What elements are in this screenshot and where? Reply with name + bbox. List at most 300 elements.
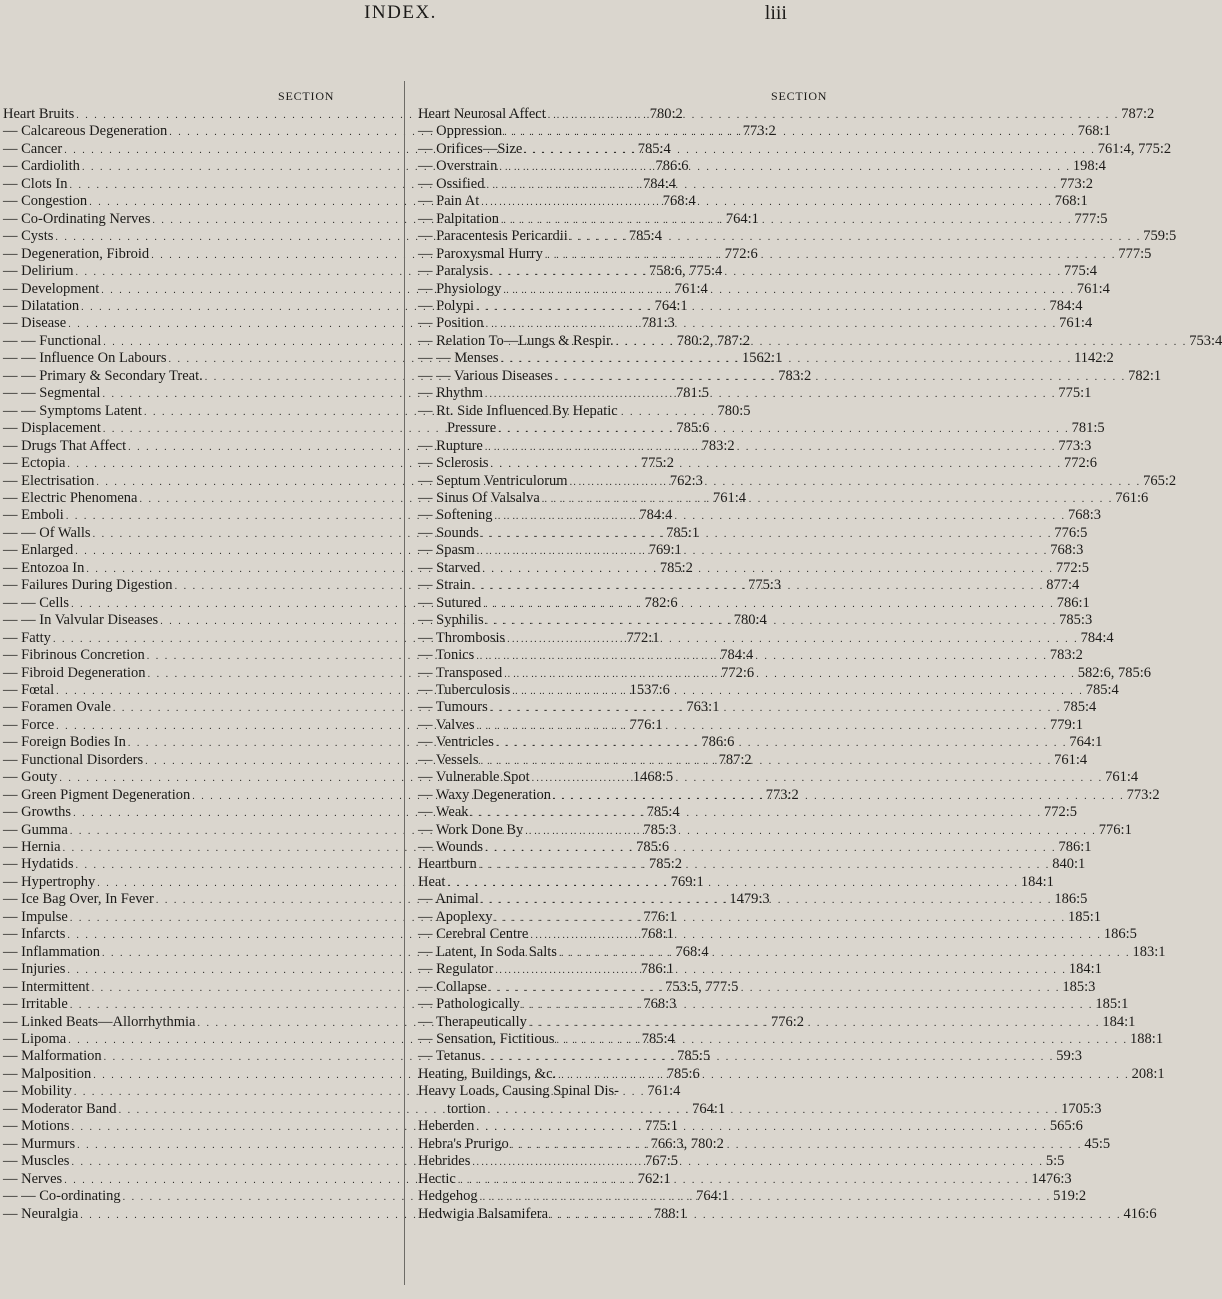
entry-section: 786:1 xyxy=(1056,594,1090,611)
entry-section: 768:3 xyxy=(1068,507,1102,524)
leader-dots xyxy=(568,473,1144,490)
entry-term: — Tetanus xyxy=(418,1048,481,1065)
entry-term: — Growths xyxy=(3,804,72,821)
page-header xyxy=(0,0,801,40)
index-entry xyxy=(418,280,1110,298)
entry-section: 785:5 xyxy=(677,1048,711,1065)
entry-section: 782:6 xyxy=(644,594,678,611)
entry-section: 761:4 xyxy=(1054,751,1088,768)
entry-term: — Ectopia xyxy=(3,455,66,472)
entry-term: — Co-Ordinating Nerves xyxy=(3,210,151,227)
entry-term: — Mobility xyxy=(3,1083,72,1100)
entry-section: 1479:3 xyxy=(729,891,770,908)
page-title: INDEX. xyxy=(364,2,437,23)
entry-term: — Rt. Side Influenced By Hepatic xyxy=(418,402,618,419)
entry-term: — Injuries xyxy=(3,961,66,978)
leader-dots xyxy=(502,123,1078,140)
entry-term: — Transposed xyxy=(418,664,503,681)
entry-term: — Sinus Of Valsalva xyxy=(418,489,540,506)
entry-section: 753:4 xyxy=(1189,332,1222,349)
entry-section: 519:2 xyxy=(1053,1188,1087,1205)
leader-dots xyxy=(478,1188,1054,1205)
index-entry xyxy=(418,786,1160,804)
index-entry xyxy=(418,297,1083,315)
entry-term: — Rupture xyxy=(418,437,483,454)
leader-dots xyxy=(481,595,1057,612)
entry-term: — Inflammation xyxy=(3,943,101,960)
entry-term: Heat xyxy=(418,873,446,890)
entry-section: 773:2 xyxy=(1059,175,1093,192)
entry-section: 772:1 xyxy=(626,629,660,646)
entry-term: — Infarcts xyxy=(3,926,66,943)
entry-section: 785:4 xyxy=(641,1031,675,1048)
entry-section: 785:4 xyxy=(628,228,662,245)
entry-term: — Animal xyxy=(418,891,479,908)
entry-section: 582:6, 785:6 xyxy=(1077,664,1152,681)
entry-term: — Physiology xyxy=(418,280,502,297)
leader-dots xyxy=(469,804,1045,821)
leader-dots xyxy=(551,787,1127,804)
entry-section: 776:1 xyxy=(629,716,663,733)
entry-section: 775:3 xyxy=(748,577,782,594)
entry-section: 784:4 xyxy=(1080,629,1114,646)
index-entry xyxy=(418,908,1102,926)
entry-term: — Calcareous Degeneration xyxy=(3,123,168,140)
entry-term: — Sensation, Fictitious xyxy=(418,1031,555,1048)
entry-section: 59:3 xyxy=(1056,1048,1083,1065)
entry-term: — — Cells xyxy=(3,594,70,611)
leader-dots xyxy=(479,752,1055,769)
leader-dots xyxy=(477,856,1053,873)
leader-dots xyxy=(493,909,1069,926)
entry-term: — Sounds xyxy=(418,524,479,541)
entry-term: — Impulse xyxy=(3,908,68,925)
entry-term: — Functional Disorders xyxy=(3,751,144,768)
entry-term: — Cysts xyxy=(3,228,54,245)
leader-dots xyxy=(546,106,1122,123)
entry-section: 786:6 xyxy=(701,734,735,751)
entry-section: 765:2 xyxy=(1143,472,1177,489)
index-entry xyxy=(418,612,1093,629)
entry-term: — Cancer xyxy=(3,140,63,157)
entry-term: — Nerves xyxy=(3,1170,63,1187)
entry-section: 761:4 xyxy=(712,489,747,506)
leader-dots xyxy=(557,944,1133,961)
entry-section: 768:3 xyxy=(1050,542,1084,559)
entry-section: 768:1 xyxy=(640,926,674,943)
entry-term: — Tumours xyxy=(418,699,488,716)
entry-section: 784:4 xyxy=(720,647,754,664)
leader-dots xyxy=(502,665,1078,682)
entry-term: — Therapeutically xyxy=(418,1013,527,1030)
index-entry xyxy=(418,804,1078,821)
entry-term: Hebrides xyxy=(418,1153,471,1170)
entry-term: — Cerebral Centre xyxy=(418,926,529,943)
index-entry xyxy=(418,664,1152,682)
index-entry xyxy=(418,559,1089,577)
entry-section: 769:1 xyxy=(670,873,704,890)
entry-section: 785:6 xyxy=(666,1065,700,1082)
entry-term: — Vulnerable Spot xyxy=(418,769,530,786)
entry-section: 784:4 xyxy=(639,507,673,524)
leader-dots xyxy=(474,298,1050,315)
entry-term: — Green Pigment Degeneration xyxy=(3,786,191,803)
entry-section: 753:5, 777:5 xyxy=(665,978,739,995)
index-entry xyxy=(418,332,1222,350)
leader-dots xyxy=(499,211,1075,228)
entry-section: 773:2 xyxy=(742,123,776,140)
entry-section: 784:4 xyxy=(1049,297,1083,314)
entry-section: 785:2 xyxy=(648,856,683,873)
entry-section: 183:1 xyxy=(1132,943,1166,960)
entry-section: 785:2 xyxy=(659,559,693,576)
entry-term: — Entozoa In xyxy=(3,559,85,576)
entry-term: Heating, Buildings, &c. xyxy=(418,1065,557,1082)
entry-term: Hedwigia Balsamifera xyxy=(418,1205,549,1222)
entry-section: 772:5 xyxy=(1055,559,1089,576)
entry-term: — — Symptoms Latent xyxy=(3,402,142,419)
entry-term: — Electric Phenomena xyxy=(3,489,138,506)
entry-term: — Ventricles xyxy=(418,734,494,751)
entry-section: 773:2 xyxy=(765,786,799,803)
entry-term: — Foramen Ovale xyxy=(3,699,111,716)
entry-section: 772:6 xyxy=(721,664,755,681)
leader-dots xyxy=(480,560,1056,577)
index-entry xyxy=(418,1100,1102,1118)
entry-term: — Relation To—Lungs & Respir. xyxy=(418,332,614,349)
entry-term: — Spasm xyxy=(418,542,475,559)
index-entry xyxy=(418,140,1172,158)
leader-dots xyxy=(510,682,1086,699)
leader-dots xyxy=(494,734,1070,751)
entry-section: 775:2 xyxy=(640,455,674,472)
entry-section: 768:3 xyxy=(643,996,677,1013)
index-entry xyxy=(418,158,1106,175)
entry-term: — Lipoma xyxy=(3,1031,67,1048)
entry-section: 762:1 xyxy=(637,1170,671,1187)
index-entry xyxy=(418,472,1177,490)
entry-term: — Electrisation xyxy=(3,472,95,489)
entry-section: 198:4 xyxy=(1072,158,1106,175)
entry-section: 780:5 xyxy=(717,402,751,419)
leader-dots xyxy=(483,438,1059,455)
entry-section: 758:6, 775:4 xyxy=(648,263,723,280)
entry-term: — — Segmental xyxy=(3,385,101,402)
leader-dots xyxy=(528,926,1104,943)
index-entry xyxy=(418,978,1096,996)
entry-term: — Softening xyxy=(418,507,493,524)
entry-term: — Pathologically xyxy=(418,996,520,1013)
leader-dots xyxy=(474,647,1050,664)
entry-term: — Force xyxy=(3,716,55,733)
entry-section: 764:1 xyxy=(1069,734,1103,751)
index-entry xyxy=(418,681,1119,699)
entry-section: 761:4 xyxy=(674,280,708,297)
entry-term: — Regulator xyxy=(418,961,494,978)
entry-term: — Polypi xyxy=(418,297,474,314)
entry-term: — Septum Ventriculorum xyxy=(418,472,568,489)
entry-section: 5:5 xyxy=(1045,1153,1065,1170)
index-entry xyxy=(418,123,1111,140)
entry-term: — Fœtal xyxy=(3,681,55,698)
index-entry xyxy=(418,210,1108,228)
entry-section: 1537:6 xyxy=(629,681,670,698)
entry-term: — Moderator Band xyxy=(3,1100,117,1117)
index-entry xyxy=(418,175,1093,193)
leader-dots xyxy=(484,176,1060,193)
leader-dots xyxy=(496,420,1072,437)
leader-dots xyxy=(530,769,1106,786)
entry-term: — Intermittent xyxy=(3,978,90,995)
index-entry xyxy=(418,1188,1087,1205)
entry-section: 759:5 xyxy=(1143,228,1177,245)
entry-term: — — Menses xyxy=(418,350,499,367)
entry-section: 781:5 xyxy=(1071,420,1105,437)
entry-term: — Development xyxy=(3,280,100,297)
entry-section: 780:4 xyxy=(733,612,767,629)
index-entry xyxy=(418,1205,1157,1223)
index-entry xyxy=(418,507,1102,524)
entry-section: 877:4 xyxy=(1046,577,1080,594)
entry-section: 762:3 xyxy=(669,472,703,489)
entry-term: — Drugs That Affect xyxy=(3,437,127,454)
entry-term: — — In Valvular Diseases xyxy=(3,612,159,629)
index-entry xyxy=(418,228,1177,245)
index-entry xyxy=(418,542,1084,559)
index-entry xyxy=(418,193,1088,210)
entry-section: 761:4 xyxy=(1105,769,1139,786)
index-entry xyxy=(418,420,1105,437)
entry-section: 785:4 xyxy=(1085,681,1119,698)
entry-term: — Thrombosis xyxy=(418,629,506,646)
leader-dots xyxy=(487,979,1063,996)
leader-dots xyxy=(540,490,1116,507)
index-entry xyxy=(418,524,1088,542)
entry-term: — — Functional xyxy=(3,332,102,349)
entry-section: 779:1 xyxy=(1050,716,1084,733)
entry-section: 186:5 xyxy=(1054,891,1088,908)
entry-term: Heart Bruits xyxy=(3,106,75,122)
index-entry xyxy=(418,856,1086,873)
entry-term: — Work Done By xyxy=(418,821,524,838)
entry-term: — — Various Diseases xyxy=(418,367,553,384)
leader-dots xyxy=(614,333,1190,350)
index-entry xyxy=(418,961,1102,978)
entry-section: 767:5 xyxy=(644,1153,678,1170)
entry-section: 761:4, 775:2 xyxy=(1097,140,1172,157)
index-entry xyxy=(418,821,1132,839)
leader-dots xyxy=(479,891,1055,908)
entry-term: — Rhythm xyxy=(418,385,483,402)
entry-term: — Emboli xyxy=(3,507,64,524)
entry-term: Pressure xyxy=(418,420,497,437)
leader-dots xyxy=(553,368,1129,385)
index-entry xyxy=(418,891,1088,908)
index-entry xyxy=(418,385,1092,402)
entry-section: 761:4 xyxy=(1059,315,1093,332)
entry-term: — — Influence On Labours xyxy=(3,350,167,367)
leader-dots xyxy=(470,1153,1046,1170)
section-heading-right: SECTION xyxy=(771,89,828,103)
entry-term: — Congestion xyxy=(3,193,88,210)
entry-section: 773:2 xyxy=(1126,786,1160,803)
entry-section: 764:1 xyxy=(654,297,688,314)
index-entry xyxy=(418,943,1166,961)
index-entry xyxy=(418,699,1097,716)
entry-section: 185:1 xyxy=(1068,908,1102,925)
entry-section: 764:1 xyxy=(725,210,759,227)
entry-section: 786:1 xyxy=(640,961,674,978)
entry-section: 780:2 xyxy=(649,106,683,122)
entry-term: Heartburn xyxy=(418,856,477,873)
entry-section: 776:5 xyxy=(1054,524,1088,541)
entry-section: 184:1 xyxy=(1020,873,1054,890)
index-entry xyxy=(418,647,1083,664)
entry-term: — Failures During Digestion xyxy=(3,577,173,594)
entry-term: — Gouty xyxy=(3,769,58,786)
entry-term: Hectic xyxy=(418,1170,456,1187)
entry-section: 783:2 xyxy=(1049,647,1083,664)
leader-dots xyxy=(493,507,1069,524)
section-heading-left: SECTION xyxy=(278,89,335,103)
index-entry xyxy=(418,629,1114,647)
entry-section: 45:5 xyxy=(1084,1135,1111,1152)
entry-term: — Ice Bag Over, In Fever xyxy=(3,891,154,908)
entry-term: — Murmurs xyxy=(3,1135,76,1152)
entry-term: — Valves xyxy=(418,716,475,733)
index-entry xyxy=(418,577,1080,594)
index-entry xyxy=(418,996,1129,1013)
entry-section: 785:1 xyxy=(666,524,700,541)
leader-dots xyxy=(499,350,1075,367)
entry-section: 782:1 xyxy=(1128,367,1162,384)
entry-term: — Hydatids xyxy=(3,856,74,873)
leader-dots xyxy=(543,246,1119,263)
leader-dots xyxy=(568,228,1144,245)
entry-section: 840:1 xyxy=(1052,856,1086,873)
leader-dots xyxy=(520,996,1096,1013)
index-entry xyxy=(418,1065,1165,1083)
leader-dots xyxy=(483,839,1059,856)
entry-term: — Irritable xyxy=(3,996,68,1013)
entry-section: 772:6 xyxy=(1063,455,1098,472)
entry-term: — Foreign Bodies In xyxy=(3,734,126,751)
entry-term: — Ossified xyxy=(418,175,485,192)
entry-section: 785:3 xyxy=(643,821,677,838)
index-entry xyxy=(418,437,1092,455)
entry-section: 768:4 xyxy=(675,943,709,960)
leader-dots xyxy=(475,542,1051,559)
leader-dots xyxy=(501,281,1077,298)
entry-term: — Displacement xyxy=(3,420,101,437)
entry-section: 772:5 xyxy=(1044,804,1078,821)
entry-term: — Overstrain xyxy=(418,158,498,175)
entry-term: — Linked Beats—Allorrhythmia xyxy=(3,1013,196,1030)
entry-section: 785:4 xyxy=(646,804,680,821)
entry-term: — Sclerosis xyxy=(418,455,489,472)
entry-section: 565:6 xyxy=(1049,1118,1083,1135)
index-entry xyxy=(418,873,1054,891)
leader-dots xyxy=(488,699,1064,716)
entry-term: — Paroxysmal Hurry xyxy=(418,245,543,262)
leader-dots xyxy=(445,874,1021,891)
index-entry xyxy=(418,1135,1111,1153)
entry-term: — Oppression xyxy=(418,123,503,140)
entry-section: 777:5 xyxy=(1074,210,1108,227)
entry-term: — Enlarged xyxy=(3,542,74,559)
entry-section: 768:1 xyxy=(1077,123,1111,140)
entry-section: 416:6 xyxy=(1123,1205,1157,1222)
leader-dots xyxy=(505,630,1081,647)
index-entry xyxy=(418,403,797,420)
entry-section: 776:2 xyxy=(771,1013,805,1030)
index-entry xyxy=(418,594,1090,612)
leader-dots xyxy=(548,1206,1124,1223)
index-list-right xyxy=(418,106,1222,1223)
entry-section: 764:1 xyxy=(692,1100,726,1117)
entry-term: Heavy Loads, Causing Spinal Dis- xyxy=(418,1083,619,1100)
index-entry xyxy=(418,489,1149,507)
index-entry xyxy=(418,1031,1164,1048)
entry-term: — Delirium xyxy=(3,263,74,280)
index-entry xyxy=(418,716,1084,734)
leader-dots xyxy=(486,1101,1062,1118)
leader-dots xyxy=(556,1066,1132,1083)
entry-section: 185:3 xyxy=(1062,978,1096,995)
entry-term: — Fatty xyxy=(3,629,51,646)
entry-term: tortion xyxy=(418,1100,486,1117)
entry-section: 1142:2 xyxy=(1074,350,1114,367)
entry-term: — Wounds xyxy=(418,839,484,856)
leader-dots xyxy=(483,385,1059,402)
entry-term: — Hernia xyxy=(3,839,61,856)
entry-term: — Paracentesis Pericardii xyxy=(418,228,568,245)
entry-term: — Sutured xyxy=(418,594,482,611)
entry-term: — — Co-ordinating xyxy=(3,1188,121,1205)
index-entry xyxy=(418,245,1152,263)
leader-dots xyxy=(488,263,1064,280)
index-entry xyxy=(418,926,1137,943)
entry-section: 773:3 xyxy=(1058,437,1092,454)
page-number: liii xyxy=(764,2,787,24)
entry-section: 768:1 xyxy=(1054,193,1088,210)
entry-section: 781:3 xyxy=(641,315,675,332)
entry-section: 785:3 xyxy=(1059,612,1093,629)
entry-section: 761:4 xyxy=(647,1083,681,1100)
column-divider xyxy=(404,81,405,1285)
entry-term: — Collapse xyxy=(418,978,487,995)
entry-section: 763:1 xyxy=(686,699,720,716)
entry-section: 783:2 xyxy=(701,437,735,454)
leader-dots xyxy=(493,961,1069,978)
entry-term: — Paralysis xyxy=(418,263,489,280)
entry-term: — Latent, In Soda Salts xyxy=(418,943,557,960)
entry-section: 208:1 xyxy=(1131,1065,1165,1082)
entry-term: — Hypertrophy xyxy=(3,873,96,890)
entry-section: 787:2 xyxy=(1121,106,1155,122)
entry-term: — Malposition xyxy=(3,1065,92,1082)
index-entry xyxy=(418,769,1139,786)
entry-term: — Starved xyxy=(418,559,481,576)
entry-term: — Cardiolith xyxy=(3,158,80,175)
leader-dots xyxy=(484,612,1060,629)
entry-section: 1705:3 xyxy=(1061,1100,1102,1117)
entry-term: — Muscles xyxy=(3,1153,70,1170)
leader-dots xyxy=(474,1118,1050,1135)
entry-section: 766:3, 780:2 xyxy=(650,1135,724,1152)
entry-term: — Degeneration, Fibroid xyxy=(3,245,150,262)
leader-dots xyxy=(456,1171,1032,1188)
